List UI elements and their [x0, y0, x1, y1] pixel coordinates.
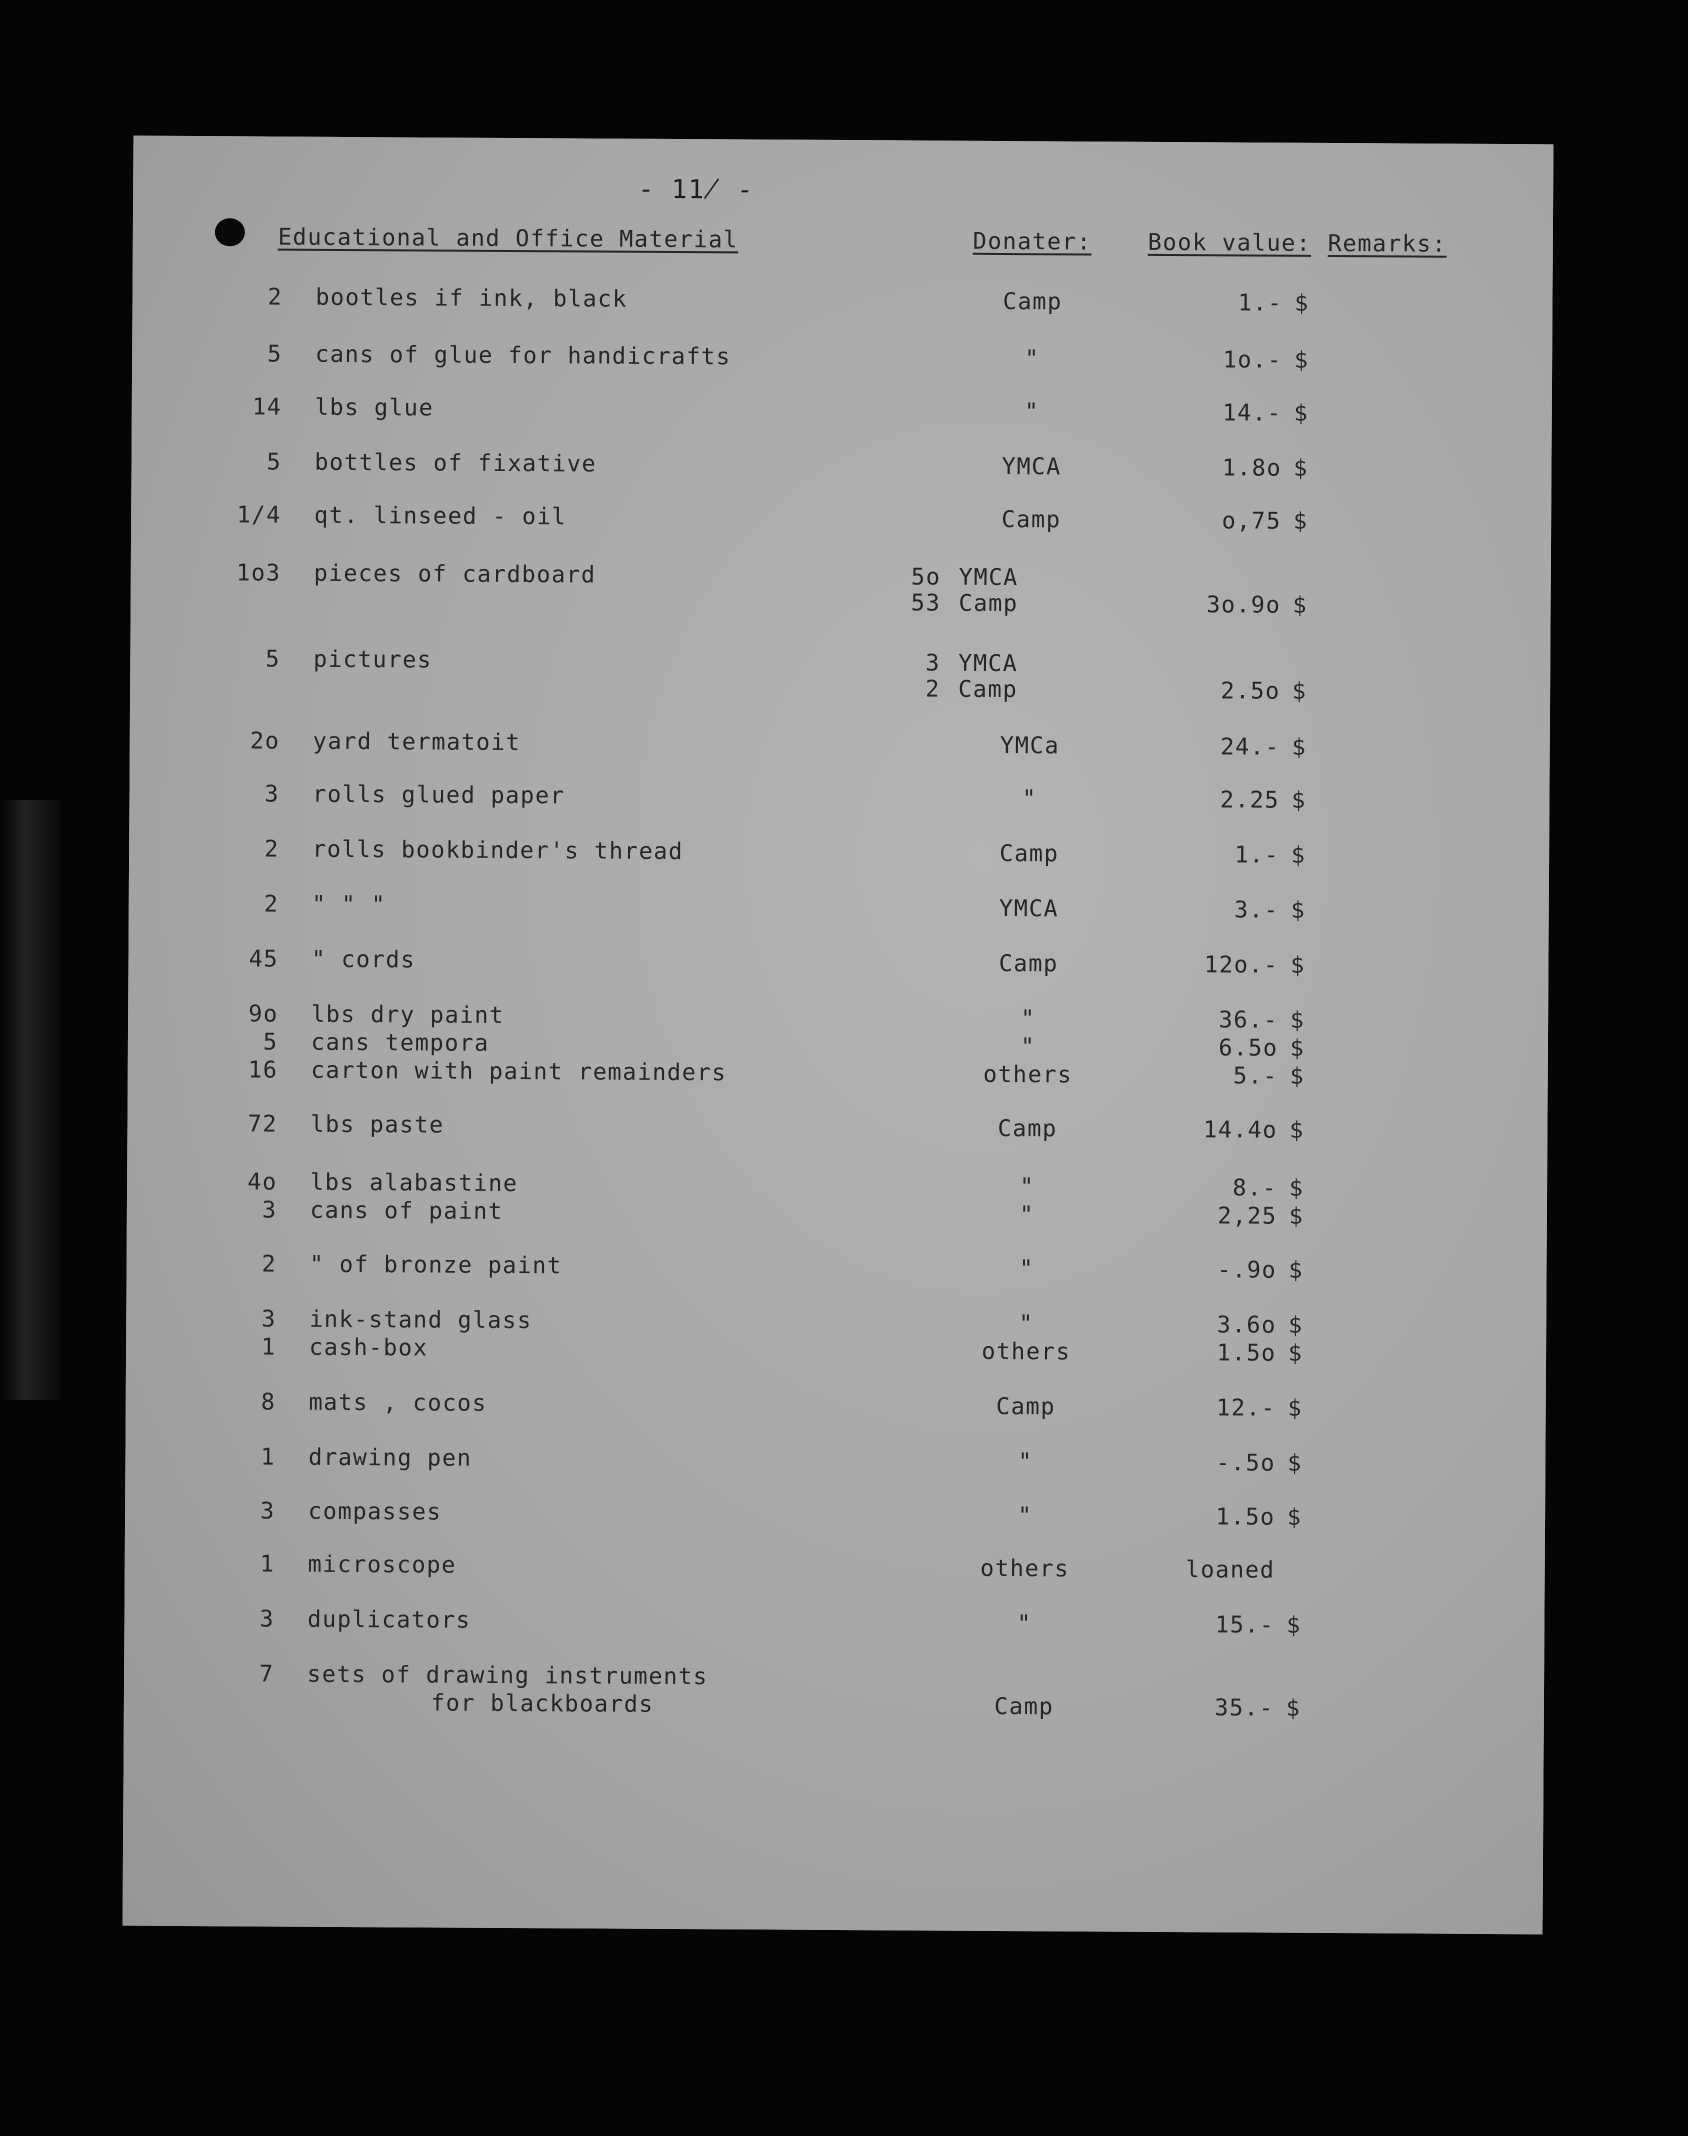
row-quantity: 16 [247, 1057, 278, 1084]
row-quantity: 2o [249, 728, 280, 755]
row-donor: Camp [994, 1693, 1054, 1721]
row-item: bootles if ink, black [315, 284, 628, 313]
row-item: lbs dry paint [311, 1001, 505, 1029]
row-quantity: 5 [263, 1029, 279, 1056]
row-book-value: 35.- [1214, 1695, 1274, 1722]
row-quantity: 5 [266, 449, 282, 476]
row-quantity: 2 [261, 1251, 277, 1278]
row-donor: YMCa [999, 732, 1060, 760]
row-quantity: 5 [265, 646, 281, 673]
row-item: ink-stand glass [309, 1306, 533, 1335]
row-quantity: 45 [248, 946, 279, 973]
row-quantity: 72 [247, 1111, 278, 1138]
row-donor: " [1017, 1503, 1033, 1530]
row-book-value: 3o.9o [1206, 592, 1281, 619]
row-quantity: 14 [252, 394, 282, 421]
row-donor-share: 53 [910, 590, 941, 617]
row-donor: others [980, 1555, 1070, 1583]
row-book-value: 2.25 [1219, 787, 1280, 814]
row-book-value: 36.- [1218, 1007, 1279, 1034]
row-item: lbs glue [314, 394, 434, 422]
row-book-value: 24.- [1220, 734, 1280, 761]
row-quantity: 3 [259, 1606, 275, 1633]
row-currency: $ [1289, 1035, 1305, 1062]
row-item: compasses [307, 1498, 442, 1526]
row-currency: $ [1288, 1312, 1304, 1339]
row-book-value: -.5o [1215, 1450, 1276, 1477]
row-book-value: 1.- [1234, 842, 1280, 869]
column-header-remarks: Remarks: [1327, 230, 1447, 258]
row-item: " " " [311, 891, 387, 919]
row-quantity: 1 [261, 1334, 277, 1361]
row-donor: Camp [997, 1115, 1058, 1143]
row-book-value: 14.4o [1203, 1117, 1278, 1144]
row-donor: " [1021, 786, 1037, 813]
row-quantity: 1/4 [236, 502, 282, 529]
row-donor: " [1019, 1256, 1035, 1283]
row-currency: $ [1294, 347, 1310, 374]
row-donor: Camp [995, 1393, 1056, 1421]
row-book-value: o,75 [1221, 508, 1282, 535]
row-donor: YMCA [1001, 453, 1062, 481]
row-quantity: 1o3 [236, 560, 281, 587]
row-donor: " [1017, 1449, 1033, 1476]
row-currency: $ [1286, 1612, 1302, 1639]
row-item: cans tempora [310, 1029, 490, 1057]
page-number: - 11̸ - [638, 174, 754, 206]
row-currency: $ [1289, 1117, 1305, 1144]
row-quantity: 1 [259, 1551, 275, 1578]
row-currency: $ [1292, 678, 1308, 705]
row-item: " of bronze paint [309, 1251, 563, 1280]
row-currency: $ [1287, 1340, 1303, 1367]
row-currency: $ [1287, 1450, 1303, 1477]
row-item: drawing pen [308, 1444, 472, 1472]
row-item: bottles of fixative [314, 449, 597, 478]
row-quantity: 1 [260, 1444, 276, 1471]
row-donor-share: 3 [925, 650, 941, 677]
row-donor: Camp [1002, 288, 1063, 316]
row-item: rolls glued paper [312, 781, 565, 810]
row-donor: Camp [1001, 506, 1061, 534]
row-currency: $ [1288, 1203, 1304, 1230]
row-book-value: 14.- [1222, 400, 1282, 427]
row-book-value: 1.8o [1221, 455, 1282, 482]
row-book-value: 2,25 [1217, 1203, 1277, 1230]
row-currency: $ [1291, 734, 1307, 761]
row-currency: $ [1285, 1695, 1301, 1722]
row-quantity: 3 [261, 1306, 277, 1333]
row-book-value: loaned [1185, 1557, 1275, 1584]
row-book-value: -.9o [1217, 1257, 1277, 1284]
row-donor: Camp [999, 840, 1059, 868]
row-book-value: 1.- [1237, 290, 1283, 317]
row-book-value: 15.- [1214, 1612, 1275, 1639]
row-quantity: 3 [264, 781, 280, 808]
row-book-value: 6.5o [1218, 1035, 1279, 1062]
row-currency: $ [1293, 400, 1309, 427]
row-currency: $ [1286, 1504, 1302, 1531]
row-item: pictures [313, 646, 433, 674]
row-currency: $ [1293, 455, 1309, 482]
row-currency: $ [1289, 1063, 1305, 1090]
row-donor: " [1018, 1311, 1034, 1338]
row-donor: " [1016, 1611, 1032, 1638]
row-quantity: 2 [267, 284, 283, 311]
row-quantity: 3 [261, 1197, 277, 1224]
section-title: Educational and Office Material [277, 224, 739, 254]
row-donor: YMCA [958, 650, 1018, 678]
row-item: sets of drawing instruments [307, 1661, 709, 1691]
punch-hole [215, 218, 245, 246]
row-item: duplicators [307, 1606, 471, 1634]
row-quantity: 5 [267, 341, 283, 368]
film-edge [0, 800, 60, 1400]
row-item: yard termatoit [312, 728, 521, 757]
row-item: qt. linseed - oil [314, 502, 567, 531]
row-book-value: 3.6o [1216, 1312, 1277, 1339]
row-book-value: 1.5o [1216, 1340, 1277, 1367]
row-donor: Camp [998, 950, 1059, 978]
row-item: lbs alabastine [310, 1169, 519, 1198]
row-currency: $ [1288, 1257, 1304, 1284]
row-quantity: 4o [247, 1169, 278, 1196]
row-book-value: 8.- [1232, 1175, 1278, 1202]
row-donor: others [983, 1061, 1073, 1089]
row-item: cash-box [309, 1334, 428, 1362]
row-item: cans of glue for handicrafts [315, 341, 731, 371]
row-quantity: 9o [248, 1001, 279, 1028]
row-book-value: 1o.- [1222, 347, 1283, 374]
row-currency: $ [1290, 1007, 1306, 1034]
row-donor: YMCA [998, 895, 1059, 923]
row-donor: YMCA [958, 564, 1019, 592]
row-currency: $ [1294, 290, 1310, 317]
row-donor-share: 2 [925, 676, 941, 703]
row-donor: others [981, 1338, 1071, 1366]
row-donor: " [1020, 1034, 1036, 1061]
row-book-value: 3.- [1234, 897, 1279, 924]
row-donor: " [1020, 1006, 1036, 1033]
row-donor: " [1024, 399, 1040, 426]
row-donor: " [1019, 1202, 1035, 1229]
row-book-value: 12.- [1216, 1395, 1276, 1422]
row-item: rolls bookbinder's thread [312, 836, 684, 866]
row-currency: $ [1291, 787, 1307, 814]
column-header-book-value: Book value: [1147, 229, 1312, 257]
row-quantity: 3 [260, 1498, 276, 1525]
row-currency: $ [1288, 1175, 1305, 1202]
column-header-donor: Donater: [972, 228, 1092, 256]
row-currency: $ [1290, 952, 1306, 979]
row-currency: $ [1293, 508, 1309, 535]
row-item: pieces of cardboard [313, 560, 596, 589]
row-quantity: 2 [263, 891, 279, 918]
row-quantity: 7 [259, 1661, 275, 1688]
row-item: microscope [307, 1551, 457, 1579]
row-currency: $ [1290, 897, 1306, 924]
row-currency: $ [1287, 1395, 1303, 1422]
row-item: lbs paste [310, 1111, 445, 1139]
document-sheet [123, 136, 1554, 1935]
row-item: mats , cocos [308, 1389, 487, 1417]
row-donor: Camp [958, 590, 1019, 618]
row-book-value: 1.5o [1215, 1504, 1276, 1531]
row-book-value: 12o.- [1204, 952, 1279, 979]
row-book-value: 5.- [1233, 1063, 1278, 1090]
row-donor-share: 5o [911, 564, 941, 591]
row-book-value: 2.5o [1220, 678, 1281, 705]
row-donor: " [1019, 1174, 1035, 1201]
row-currency: $ [1291, 842, 1307, 869]
row-quantity: 2 [264, 836, 280, 863]
row-item: carton with paint remainders [310, 1057, 727, 1087]
row-item: cans of paint [309, 1197, 504, 1225]
row-quantity: 8 [260, 1389, 276, 1416]
row-donor: Camp [958, 676, 1018, 704]
row-item-continued: for blackboards [430, 1690, 654, 1718]
row-item: " cords [311, 946, 416, 974]
row-donor: " [1024, 346, 1040, 373]
row-currency: $ [1292, 592, 1308, 619]
